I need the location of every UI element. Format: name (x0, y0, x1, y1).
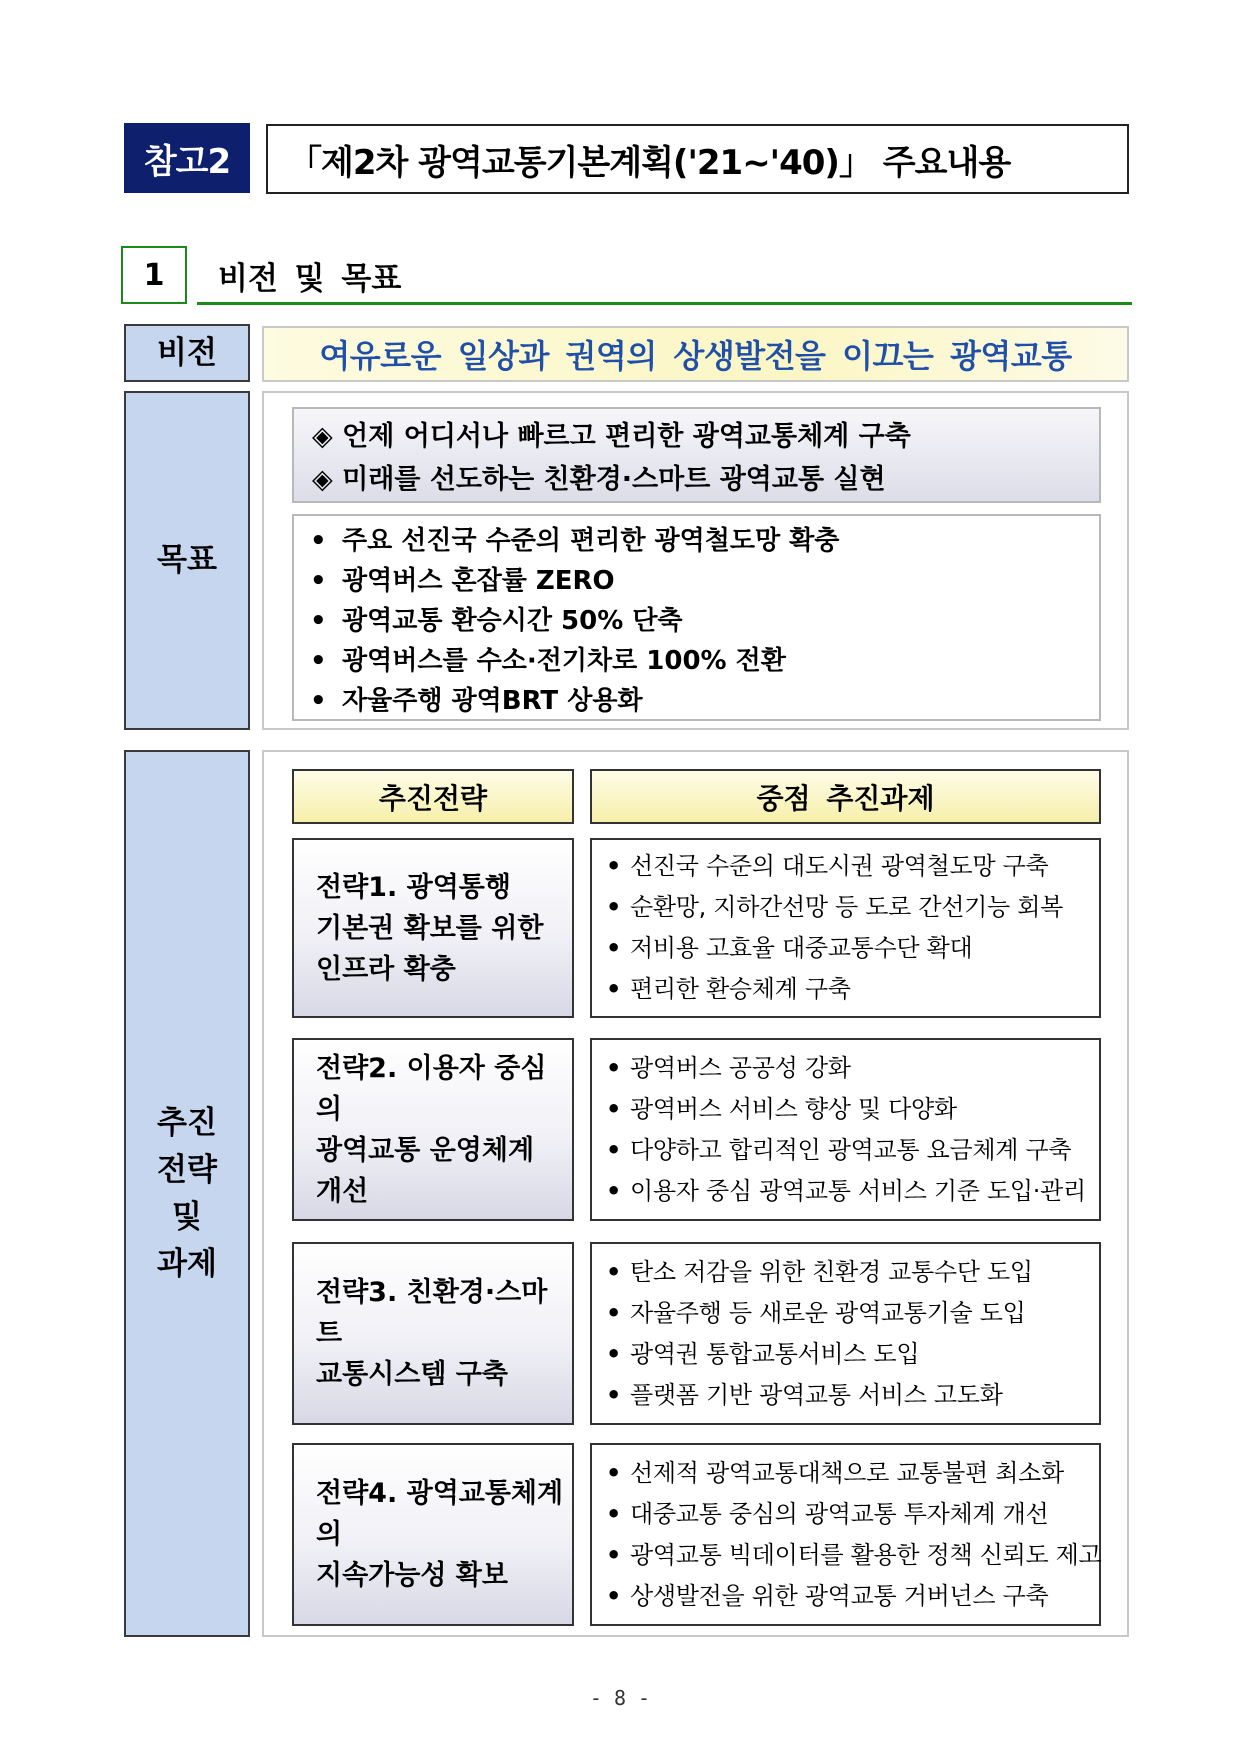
bullet-icon: • (606, 975, 622, 1003)
strategy-3-box: 전략3. 친환경·스마트 교통시스템 구축 (292, 1242, 574, 1425)
section-underline (197, 302, 1132, 305)
goal-headlines (292, 407, 1101, 503)
goal-headline: ◈ 언제 어디서나 빠르고 편리한 광역교통체계 구축 (312, 421, 911, 452)
goal-item: • 자율주행 광역BRT 상용화 (310, 681, 1099, 721)
vision-statement: 여유로운 일상과 권역의 상생발전을 이끄는 광역교통 (262, 326, 1129, 382)
bullet-icon: • (606, 1380, 622, 1409)
task-item: • 순환망, 지하간선망 등 도로 간선기능 회복 (606, 887, 1099, 928)
bullet-icon: • (606, 1339, 622, 1368)
strategy-2-tasks (590, 1038, 1101, 1221)
bullet-icon: • (310, 646, 327, 676)
document-title: 「제2차 광역교통기본계획('21~'40)」 주요내용 (266, 124, 1129, 194)
task-item: • 광역교통 빅데이터를 활용한 정책 신뢰도 제고 (606, 1535, 1099, 1576)
bullet-icon: • (606, 934, 622, 962)
goal-item: • 주요 선진국 수준의 편리한 광역철도망 확충 (310, 521, 1099, 561)
task-item: • 이용자 중심 광역교통 서비스 기준 도입·관리 (606, 1171, 1099, 1212)
task-item: • 상생발전을 위한 광역교통 거버넌스 구축 (606, 1576, 1099, 1617)
strategy-3-tasks (590, 1242, 1101, 1425)
strategy-4-tasks (590, 1443, 1101, 1626)
strategy-4-box: 전략4. 광역교통체계의 지속가능성 확보 (292, 1443, 574, 1626)
task-item: • 대중교통 중심의 광역교통 투자체계 개선 (606, 1494, 1099, 1535)
task-item: • 광역버스 공공성 강화 (606, 1048, 1099, 1089)
bullet-icon: • (606, 1135, 622, 1164)
goal-item: • 광역교통 환승시간 50% 단축 (310, 601, 1099, 641)
diamond-icon: ◈ (312, 421, 333, 452)
page-number: - 8 - (589, 1686, 651, 1710)
task-item: • 다양하고 합리적인 광역교통 요금체계 구축 (606, 1130, 1099, 1171)
goal-list (292, 514, 1101, 721)
task-item: • 광역버스 서비스 향상 및 다양화 (606, 1089, 1099, 1130)
bullet-icon: • (310, 566, 327, 596)
bullet-icon: • (310, 526, 327, 556)
bullet-icon: • (606, 852, 622, 880)
task-item: • 선제적 광역교통대책으로 교통불편 최소화 (606, 1453, 1099, 1494)
strategy-label: 추진 전략 및 과제 (124, 750, 250, 1637)
diamond-icon: ◈ (312, 464, 333, 495)
bullet-icon: • (606, 1257, 622, 1286)
task-item: • 탄소 저감을 위한 친환경 교통수단 도입 (606, 1252, 1099, 1293)
tasks-column-header: 중점 추진과제 (590, 769, 1101, 824)
goals-label: 목표 (124, 391, 250, 730)
strategy-1-tasks (590, 838, 1101, 1018)
strategy-1-box: 전략1. 광역통행 기본권 확보를 위한 인프라 확충 (292, 838, 574, 1018)
goal-headline: ◈ 미래를 선도하는 친환경·스마트 광역교통 실현 (312, 464, 886, 495)
task-item: • 플랫폼 기반 광역교통 서비스 고도화 (606, 1375, 1099, 1416)
bullet-icon: • (606, 1581, 622, 1610)
bullet-icon: • (606, 1298, 622, 1327)
bullet-icon: • (606, 1094, 622, 1123)
bullet-icon: • (310, 686, 327, 716)
bullet-icon: • (606, 1540, 622, 1569)
goal-item: • 광역버스 혼잡률 ZERO (310, 561, 1099, 601)
goal-item: • 광역버스를 수소·전기차로 100% 전환 (310, 641, 1099, 681)
bullet-icon: • (606, 1053, 622, 1082)
strategy-column-header: 추진전략 (292, 769, 574, 824)
vision-label: 비전 (124, 324, 250, 382)
bullet-icon: • (606, 1458, 622, 1487)
bullet-icon: • (310, 606, 327, 636)
task-item: • 광역권 통합교통서비스 도입 (606, 1334, 1099, 1375)
section-title: 비전 및 목표 (218, 260, 402, 297)
task-item: • 자율주행 등 새로운 광역교통기술 도입 (606, 1293, 1099, 1334)
task-item: • 저비용 고효율 대중교통수단 확대 (606, 928, 1099, 969)
section-number: 1 (121, 246, 187, 304)
task-item: • 선진국 수준의 대도시권 광역철도망 구축 (606, 846, 1099, 887)
reference-tag: 참고2 (124, 123, 250, 193)
bullet-icon: • (606, 893, 622, 921)
task-item: • 편리한 환승체계 구축 (606, 969, 1099, 1010)
bullet-icon: • (606, 1176, 622, 1205)
bullet-icon: • (606, 1499, 622, 1528)
strategy-2-box: 전략2. 이용자 중심의 광역교통 운영체계 개선 (292, 1038, 574, 1221)
